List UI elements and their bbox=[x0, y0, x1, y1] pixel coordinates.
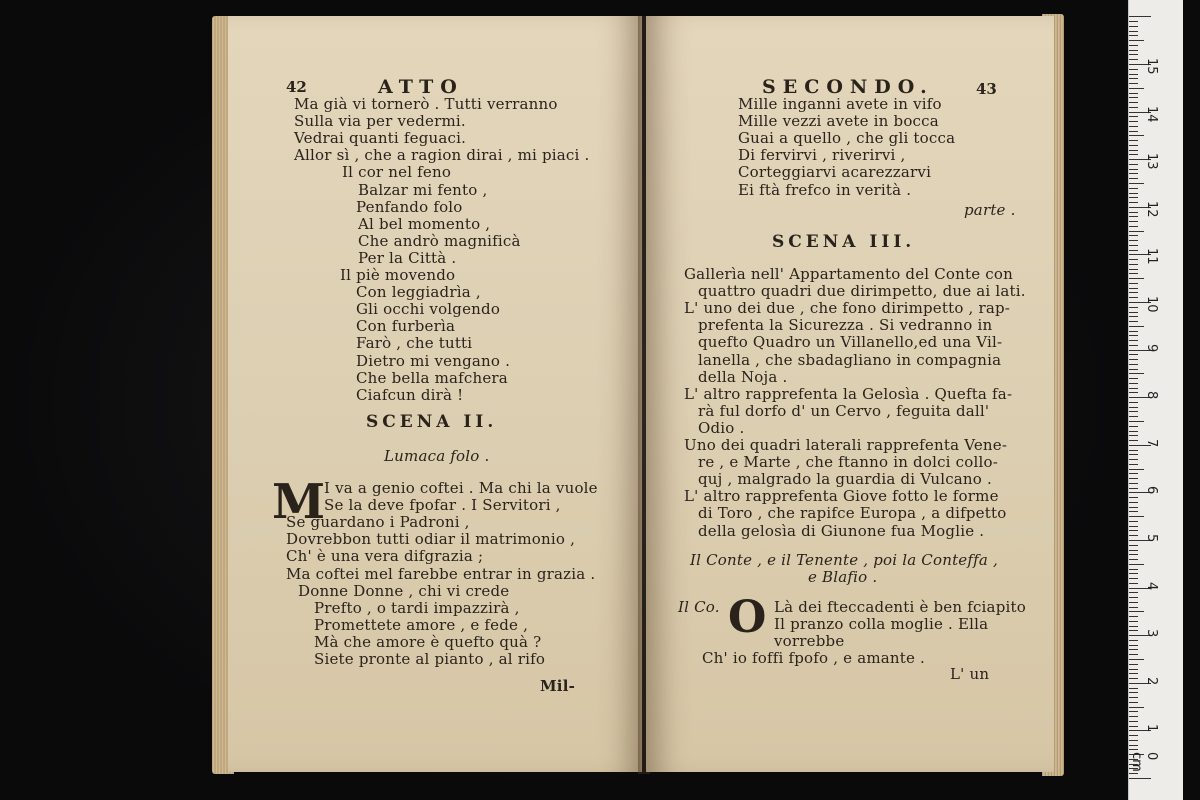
ruler-tick bbox=[1129, 354, 1138, 355]
ruler-tick bbox=[1129, 35, 1138, 36]
ruler-tick bbox=[1129, 431, 1138, 432]
ruler-tick bbox=[1129, 749, 1138, 750]
ruler-tick bbox=[1129, 688, 1138, 689]
ruler-tick bbox=[1129, 316, 1138, 317]
ruler-tick bbox=[1129, 659, 1144, 660]
ruler-tick bbox=[1129, 154, 1138, 155]
stage-description-line: Gallerìa nell' Appartamento del Conte con bbox=[684, 265, 1013, 283]
ruler-tick bbox=[1129, 435, 1138, 436]
ruler-tick bbox=[1129, 473, 1138, 474]
ruler-tick bbox=[1129, 78, 1138, 79]
stage-description-line: Uno dei quadri laterali rapprefenta Vene- bbox=[684, 436, 1008, 454]
left-scene-line: Ch' è una vera difgrazia ; bbox=[286, 547, 484, 566]
speech-line: Il pranzo colla moglie . Ella bbox=[774, 615, 989, 634]
ruler-tick bbox=[1129, 621, 1138, 622]
left-verse-line: Al bel momento , bbox=[358, 214, 491, 233]
ruler-number: 9 bbox=[1144, 343, 1159, 352]
running-head-left: ATTO bbox=[378, 76, 464, 98]
stage-description-line: L' altro rapprefenta la Gelosìa . Quefta fa- bbox=[684, 384, 1013, 403]
right-verse-line: Di fervirvi , riverirvi , bbox=[738, 146, 906, 165]
ruler-tick bbox=[1129, 326, 1144, 327]
ruler-tick bbox=[1129, 726, 1138, 727]
ruler-tick bbox=[1129, 273, 1138, 274]
ruler-tick bbox=[1129, 535, 1138, 536]
left-verse-line: Gli occhi volgendo bbox=[356, 300, 501, 319]
ruler-tick bbox=[1129, 135, 1144, 136]
ruler-tick bbox=[1129, 178, 1138, 179]
ruler-tick bbox=[1129, 778, 1151, 779]
speech-line: vorrebbe bbox=[774, 632, 845, 651]
ruler-tick bbox=[1129, 16, 1151, 17]
scene-title-right: SCENA III. bbox=[772, 232, 916, 252]
ruler-tick bbox=[1129, 669, 1138, 670]
ruler-tick bbox=[1129, 231, 1144, 232]
ruler-tick bbox=[1129, 116, 1138, 117]
ruler-tick bbox=[1129, 383, 1138, 384]
ruler-tick bbox=[1129, 711, 1138, 712]
right-verse-line: Mille vezzi avete in bocca bbox=[738, 112, 939, 131]
ruler-number: 3 bbox=[1144, 629, 1159, 638]
ruler-tick bbox=[1129, 74, 1138, 75]
speech-line: Ch' io foffi fpofo , e amante . bbox=[702, 649, 926, 668]
ruler-number: 6 bbox=[1144, 486, 1159, 495]
ruler-tick bbox=[1129, 193, 1138, 194]
measurement-ruler bbox=[1128, 0, 1183, 800]
ruler-tick bbox=[1129, 212, 1138, 213]
characters-line-1: Il Conte , e il Tenente , poi la Conteffa , bbox=[690, 551, 998, 569]
ruler-tick bbox=[1129, 483, 1138, 484]
ruler-tick bbox=[1129, 545, 1138, 546]
ruler-tick bbox=[1129, 292, 1138, 293]
ruler-tick bbox=[1129, 240, 1138, 241]
left-scene-line: I va a genio coftei . Ma chi la vuole bbox=[324, 479, 598, 497]
left-scene-line: Se la deve fpofar . I Servitori , bbox=[324, 496, 561, 515]
ruler-tick bbox=[1129, 607, 1138, 608]
ruler-tick bbox=[1129, 392, 1138, 393]
left-verse-line: Allor sì , che a ragion dirai , mi piaci . bbox=[294, 146, 590, 165]
ruler-tick bbox=[1129, 564, 1144, 565]
ruler-tick bbox=[1129, 702, 1138, 703]
scene-subtitle: Lumaca folo . bbox=[384, 447, 490, 465]
ruler-number: 15 bbox=[1144, 58, 1159, 75]
ruler-tick bbox=[1129, 464, 1138, 465]
stage-description-line: quj , malgrado la guardia di Vulcano . bbox=[698, 470, 992, 489]
ruler-tick bbox=[1129, 497, 1138, 498]
left-verse-line: Con furberìa bbox=[356, 317, 456, 336]
left-scene-line: Mà che amore è quefto quà ? bbox=[314, 632, 542, 651]
ruler-tick bbox=[1129, 373, 1144, 374]
left-scene-line: Prefto , o tardi impazzirà , bbox=[314, 598, 520, 617]
ruler-tick bbox=[1129, 312, 1138, 313]
left-scene-line: Se guardano i Padroni , bbox=[286, 513, 470, 532]
stage-description-line: rà ful dorfo d' un Cervo , feguita dall' bbox=[698, 401, 990, 420]
ruler-tick bbox=[1129, 364, 1138, 365]
ruler-tick bbox=[1129, 235, 1138, 236]
ruler-tick bbox=[1129, 664, 1138, 665]
ruler-tick bbox=[1129, 416, 1138, 417]
ruler-tick bbox=[1129, 50, 1138, 51]
ruler-tick bbox=[1129, 54, 1138, 55]
ruler-tick bbox=[1129, 649, 1138, 650]
ruler-tick bbox=[1129, 740, 1138, 741]
left-verse-line: Ciafcun dirà ! bbox=[356, 385, 464, 404]
right-verse-line: Corteggiarvi acarezzarvi bbox=[738, 163, 932, 182]
ruler-tick bbox=[1129, 745, 1138, 746]
stage-description-line: lanella , che sbadagliano in compagnia bbox=[698, 350, 1002, 369]
left-verse-line: Balzar mi fento , bbox=[358, 180, 488, 199]
ruler-tick bbox=[1129, 407, 1138, 408]
right-page bbox=[646, 16, 1054, 772]
ruler-tick bbox=[1129, 707, 1144, 708]
left-verse-line: Che andrò magnificà bbox=[358, 231, 521, 250]
ruler-tick bbox=[1129, 340, 1138, 341]
ruler-tick bbox=[1129, 626, 1138, 627]
ruler-tick bbox=[1129, 245, 1138, 246]
ruler-tick bbox=[1129, 26, 1138, 27]
left-scene-line: Donne Donne , chi vi crede bbox=[298, 581, 510, 600]
ruler-tick bbox=[1129, 521, 1138, 522]
ruler-tick bbox=[1129, 569, 1138, 570]
ruler-tick bbox=[1129, 131, 1138, 132]
ruler-tick bbox=[1129, 697, 1138, 698]
ruler-tick bbox=[1129, 102, 1138, 103]
left-verse-line: Vedrai quanti feguaci. bbox=[294, 129, 467, 148]
ruler-tick bbox=[1129, 126, 1138, 127]
ruler-tick bbox=[1129, 426, 1138, 427]
ruler-tick bbox=[1129, 716, 1138, 717]
ruler-tick bbox=[1129, 150, 1138, 151]
ruler-tick bbox=[1129, 297, 1138, 298]
ruler-tick bbox=[1129, 530, 1138, 531]
ruler-number: 13 bbox=[1144, 153, 1159, 170]
speaker-label: Il Co. bbox=[678, 598, 720, 616]
ruler-number: 4 bbox=[1144, 581, 1159, 590]
ruler-tick bbox=[1129, 673, 1138, 674]
ruler-number: 10 bbox=[1144, 296, 1159, 313]
ruler-tick bbox=[1129, 611, 1144, 612]
ruler-tick bbox=[1129, 188, 1138, 189]
ruler-tick bbox=[1129, 216, 1138, 217]
ruler-tick bbox=[1129, 369, 1138, 370]
ruler-tick bbox=[1129, 88, 1144, 89]
ruler-tick bbox=[1129, 31, 1138, 32]
running-head-right: SECONDO. bbox=[762, 76, 934, 98]
left-scene-line: Promettete amore , e fede , bbox=[314, 615, 529, 634]
ruler-tick bbox=[1129, 402, 1138, 403]
ruler-unit-label: 0 cm bbox=[1129, 752, 1159, 772]
ruler-tick bbox=[1129, 359, 1138, 360]
ruler-tick bbox=[1129, 692, 1138, 693]
ruler-number: 14 bbox=[1144, 105, 1159, 123]
right-verse-line: Mille inganni avete in vifo bbox=[738, 95, 942, 113]
stage-description-line: L' altro rapprefenta Giove fotto le forme bbox=[684, 487, 999, 506]
ruler-tick bbox=[1129, 459, 1138, 460]
left-verse-line: Il cor nel feno bbox=[342, 163, 452, 182]
ruler-tick bbox=[1129, 269, 1138, 270]
ruler-tick bbox=[1129, 259, 1138, 260]
ruler-tick bbox=[1129, 507, 1138, 508]
ruler-tick bbox=[1129, 630, 1138, 631]
scene-title-left: SCENA II. bbox=[366, 412, 498, 432]
ruler-tick bbox=[1129, 145, 1138, 146]
ruler-tick bbox=[1129, 264, 1138, 265]
ruler-tick bbox=[1129, 645, 1138, 646]
ruler-number: 1 bbox=[1144, 724, 1159, 733]
ruler-tick bbox=[1129, 735, 1138, 736]
ruler-tick bbox=[1129, 321, 1138, 322]
ruler-tick bbox=[1129, 678, 1138, 679]
ruler-tick bbox=[1129, 169, 1138, 170]
stage-description-line: L' uno dei due , che fono dirimpetto , rap- bbox=[684, 299, 1011, 318]
ruler-tick bbox=[1129, 183, 1144, 184]
ruler-tick bbox=[1129, 602, 1138, 603]
stage-description-line: della gelosìa di Giunone fua Moglie . bbox=[698, 521, 985, 540]
page-number-left: 42 bbox=[286, 78, 307, 96]
ruler-tick bbox=[1129, 278, 1144, 279]
ruler-tick bbox=[1129, 502, 1138, 503]
exit-note: parte . bbox=[964, 201, 1016, 219]
ruler-tick bbox=[1129, 516, 1144, 517]
ruler-number: 2 bbox=[1144, 676, 1159, 686]
ruler-tick bbox=[1129, 197, 1138, 198]
right-verse-line: Ei ftà frefco in verità . bbox=[738, 180, 912, 199]
stage-description-line: quattro quadri due dirimpetto, due ai lati. bbox=[698, 282, 1026, 301]
ruler-tick bbox=[1129, 164, 1138, 165]
ruler-tick bbox=[1129, 107, 1138, 108]
ruler-tick bbox=[1129, 202, 1138, 203]
ruler-tick bbox=[1129, 226, 1138, 227]
ruler-number: 12 bbox=[1144, 200, 1159, 218]
ruler-number: 8 bbox=[1144, 391, 1159, 400]
left-verse-line: Farò , che tutti bbox=[356, 334, 473, 353]
ruler-tick bbox=[1129, 488, 1138, 489]
left-verse-line: Con leggiadrìa , bbox=[356, 283, 481, 302]
drop-cap-right: O bbox=[728, 592, 767, 643]
ruler-tick bbox=[1129, 454, 1138, 455]
ruler-tick bbox=[1129, 283, 1138, 284]
ruler-tick bbox=[1129, 307, 1138, 308]
ruler-number: 7 bbox=[1144, 438, 1159, 448]
ruler-tick bbox=[1129, 288, 1138, 289]
left-page bbox=[228, 16, 642, 772]
ruler-tick bbox=[1129, 378, 1138, 379]
ruler-tick bbox=[1129, 93, 1138, 94]
right-verse-line: Guai a quello , che gli tocca bbox=[738, 129, 956, 148]
ruler-tick bbox=[1129, 121, 1138, 122]
ruler-tick bbox=[1129, 616, 1138, 617]
ruler-tick bbox=[1129, 450, 1138, 451]
ruler-number: 11 bbox=[1144, 248, 1159, 265]
ruler-tick bbox=[1129, 597, 1138, 598]
ruler-tick bbox=[1129, 411, 1138, 412]
ruler-tick bbox=[1129, 59, 1138, 60]
stage-description-line: prefenta la Sicurezza . Si vedranno in bbox=[698, 316, 993, 335]
stage-description-line: re , e Marte , che ftanno in dolci collo- bbox=[698, 453, 998, 472]
ruler-tick bbox=[1129, 331, 1138, 332]
speech-line: Là dei fteccadenti è ben fciapito bbox=[774, 598, 1026, 616]
ruler-tick bbox=[1129, 21, 1138, 22]
left-scene-line: Dovrebbon tutti odiar il matrimonio , bbox=[286, 530, 576, 549]
ruler-tick bbox=[1129, 573, 1138, 574]
ruler-tick bbox=[1129, 221, 1138, 222]
stage-description-line: della Noja . bbox=[698, 367, 788, 386]
ruler-tick bbox=[1129, 578, 1138, 579]
ruler-tick bbox=[1129, 440, 1138, 441]
ruler-number: 5 bbox=[1144, 534, 1159, 543]
ruler-tick bbox=[1129, 45, 1138, 46]
ruler-tick bbox=[1129, 421, 1144, 422]
ruler-tick bbox=[1129, 526, 1138, 527]
ruler-tick bbox=[1129, 511, 1138, 512]
ruler-tick bbox=[1129, 478, 1138, 479]
ruler-tick bbox=[1129, 40, 1144, 41]
left-scene-line: Ma coftei mel farebbe entrar in grazia . bbox=[286, 564, 596, 583]
left-verse-line: Il piè movendo bbox=[340, 266, 456, 284]
left-verse-line: Ma già vi tornerò . Tutti verranno bbox=[294, 95, 558, 113]
left-verse-line: Che bella mafchera bbox=[356, 368, 508, 387]
ruler-tick bbox=[1129, 97, 1138, 98]
ruler-tick bbox=[1129, 654, 1138, 655]
ruler-tick bbox=[1129, 83, 1138, 84]
left-verse-line: Sulla via per vedermi. bbox=[294, 112, 466, 131]
ruler-tick bbox=[1129, 335, 1138, 336]
stage-description-line: quefto Quadro un Villanello,ed una Vil- bbox=[698, 333, 1003, 352]
ruler-tick bbox=[1129, 559, 1138, 560]
page-number-right: 43 bbox=[976, 80, 997, 98]
catchword-left: Mil- bbox=[540, 677, 576, 695]
ruler-tick bbox=[1129, 721, 1138, 722]
left-verse-line: Dietro mi vengano . bbox=[356, 351, 511, 370]
ruler-tick bbox=[1129, 469, 1144, 470]
ruler-tick bbox=[1129, 592, 1138, 593]
left-scene-line: Siete pronte al pianto , al rifo bbox=[314, 650, 546, 668]
drop-cap-left: M bbox=[272, 474, 326, 530]
ruler-tick bbox=[1129, 69, 1138, 70]
ruler-tick bbox=[1129, 550, 1138, 551]
left-verse-line: Penfando folo bbox=[356, 197, 463, 216]
ruler-tick bbox=[1129, 583, 1138, 584]
ruler-tick bbox=[1129, 250, 1138, 251]
stage-description-line: Odio . bbox=[698, 418, 745, 437]
ruler-tick bbox=[1129, 345, 1138, 346]
ruler-tick bbox=[1129, 640, 1138, 641]
ruler-tick bbox=[1129, 140, 1138, 141]
ruler-tick bbox=[1129, 173, 1138, 174]
ruler-tick bbox=[1129, 388, 1138, 389]
characters-line-2: e Blafio . bbox=[808, 568, 878, 586]
catchword-right: L' un bbox=[950, 665, 990, 683]
left-verse-line: Per la Città . bbox=[358, 248, 457, 267]
stage-description-line: di Toro , che rapifce Europa , a difpetto bbox=[698, 504, 1007, 523]
ruler-tick bbox=[1129, 554, 1138, 555]
